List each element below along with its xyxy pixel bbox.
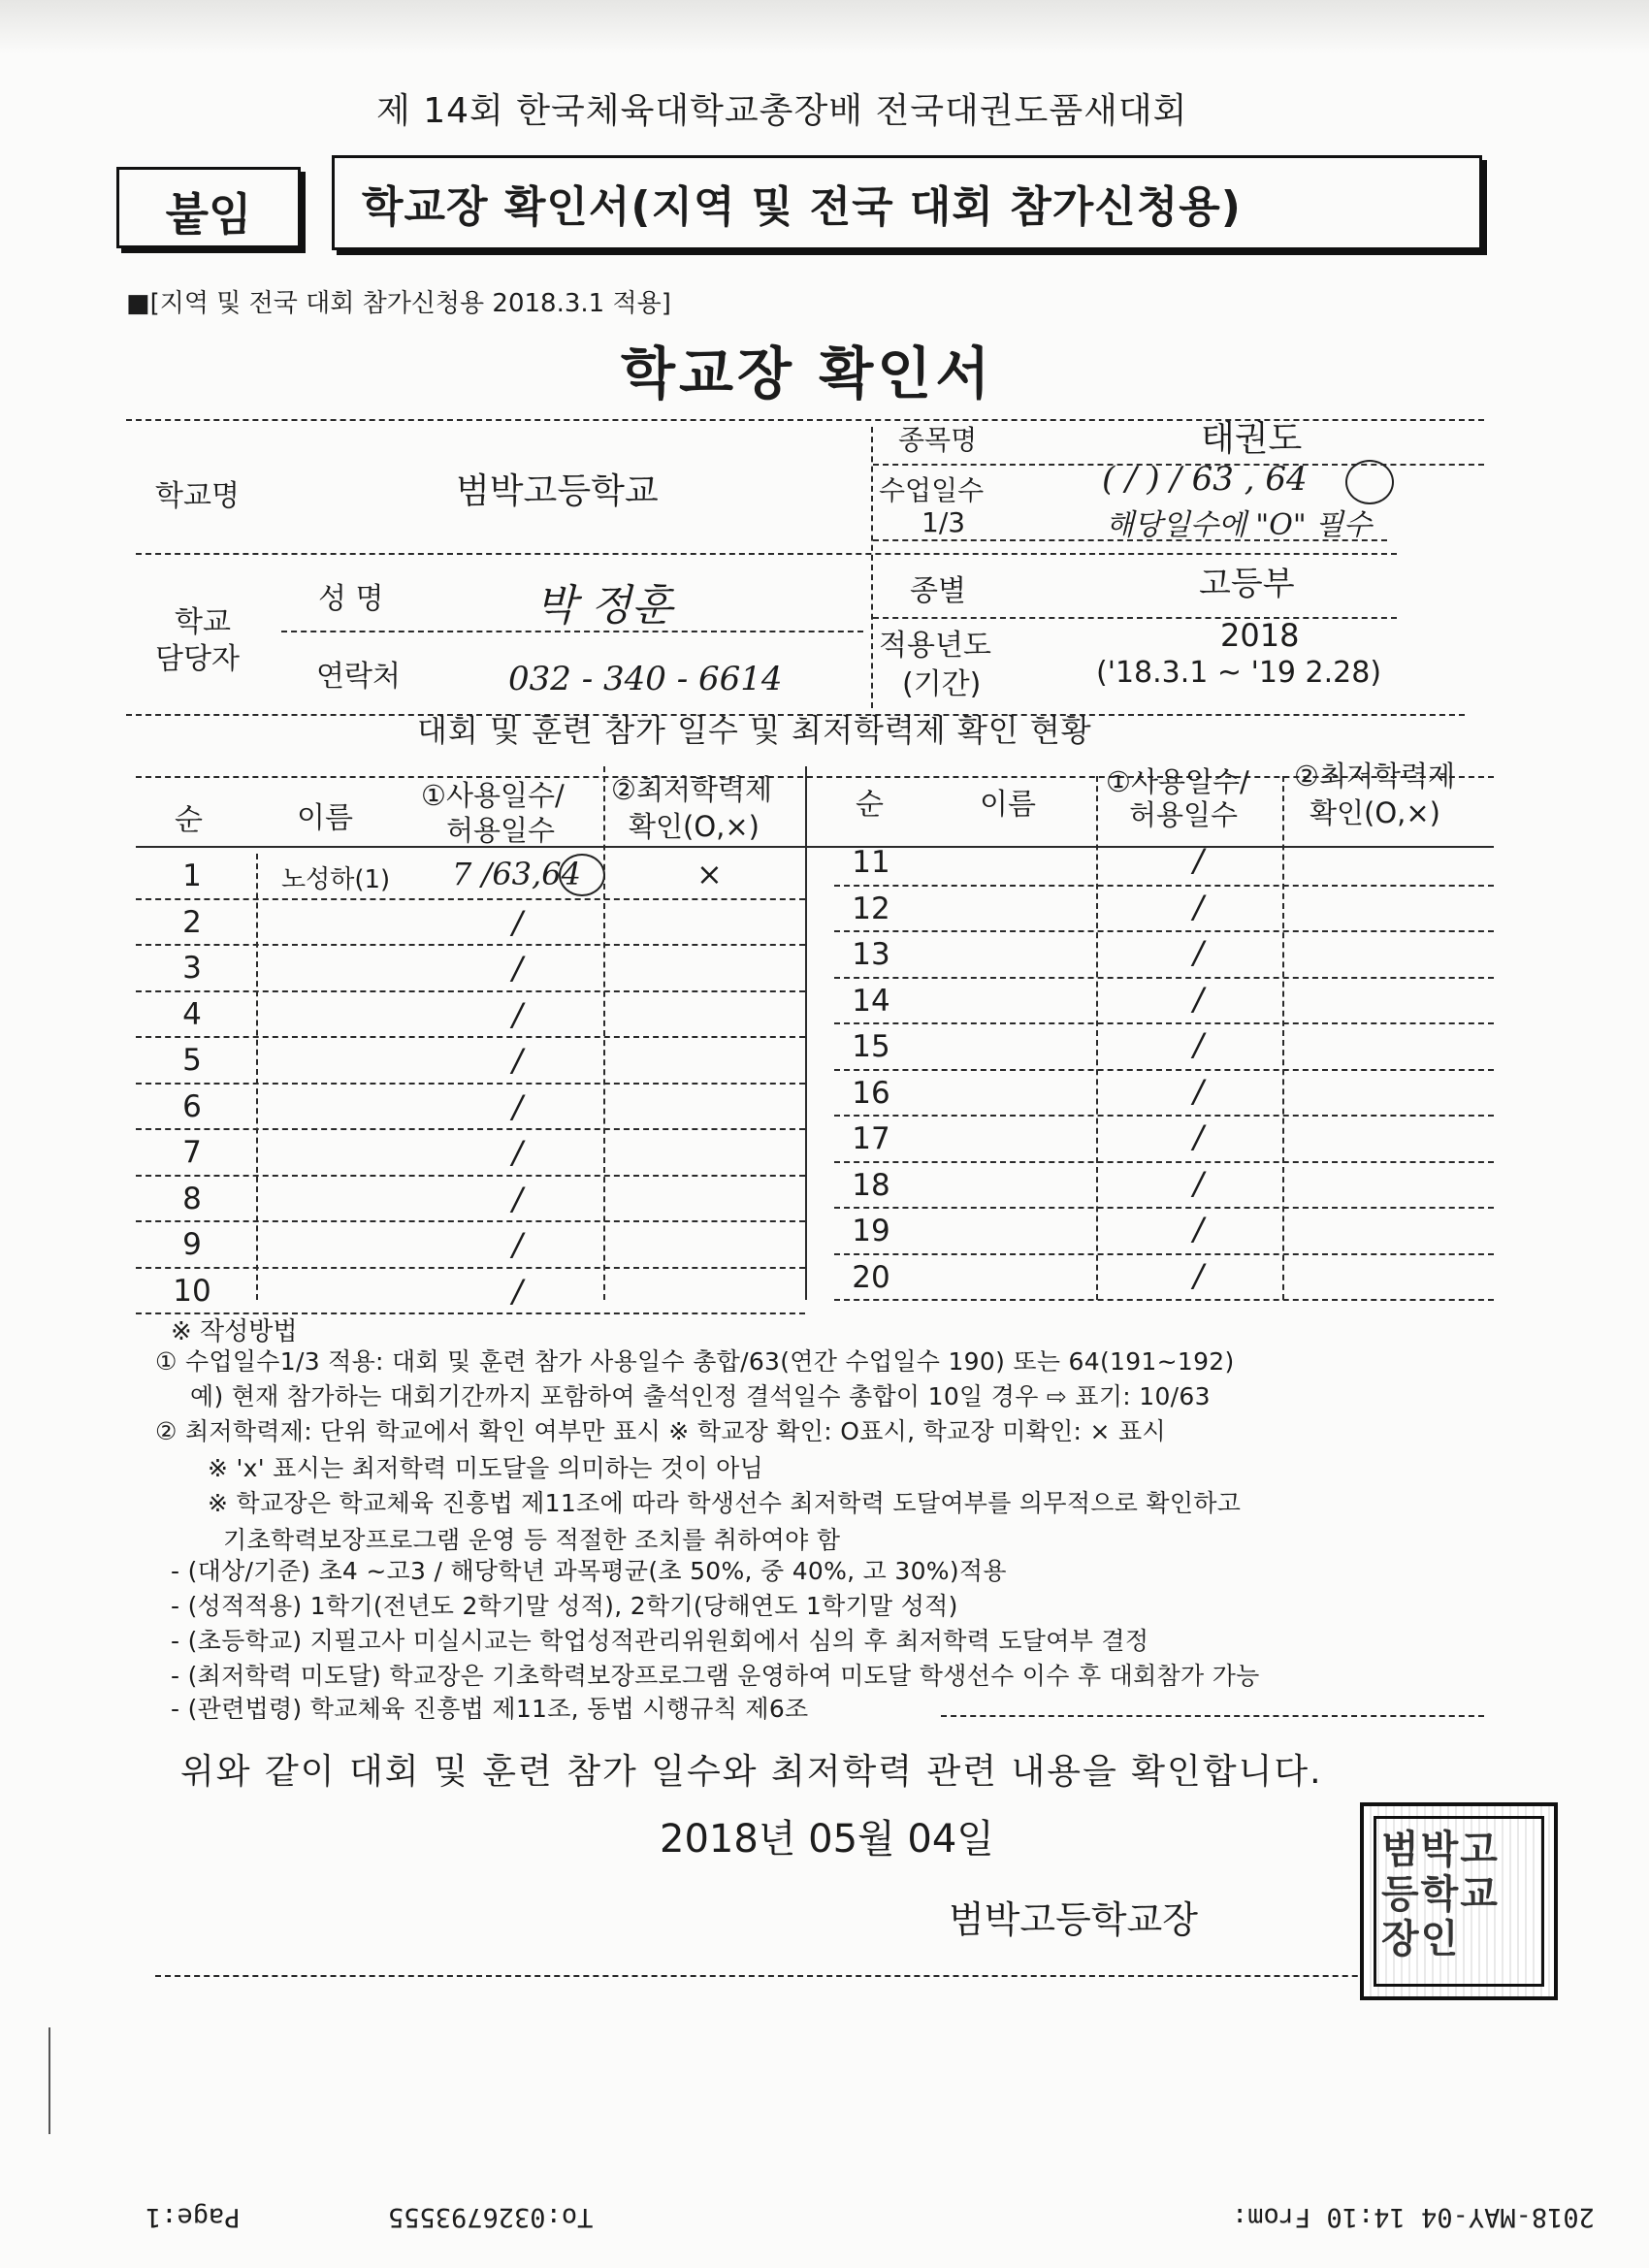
- row-rule: [834, 1207, 1494, 1209]
- instruction-line: - (성적적용) 1학기(전년도 2학기말 성적), 2학기(당해연도 1학기말 성적): [171, 1592, 958, 1620]
- notice-line: ■[지역 및 전국 대회 참가신청용 2018.3.1 적용]: [126, 289, 671, 318]
- row-rule: [834, 1253, 1494, 1255]
- division-value: 고등부: [1199, 565, 1295, 603]
- rule: [136, 553, 1397, 555]
- name-value: 박 정훈: [535, 581, 673, 631]
- rule: [1282, 776, 1284, 1300]
- row-rule: [834, 977, 1494, 979]
- rule: [1096, 776, 1098, 1300]
- row-number: 16: [852, 1075, 890, 1111]
- row-slash: /: [1193, 980, 1204, 1018]
- contact-label: 연락처: [316, 660, 401, 694]
- row-rule: [834, 1069, 1494, 1071]
- scan-edge: [0, 0, 1649, 54]
- row-rule: [834, 1022, 1494, 1024]
- rule: [871, 427, 873, 708]
- division-label: 종별: [910, 574, 966, 608]
- row-number: 17: [852, 1121, 890, 1156]
- row-slash: /: [512, 1272, 523, 1310]
- row-slash: /: [1193, 842, 1204, 879]
- rule: [941, 1715, 1484, 1717]
- rule: [136, 846, 1494, 848]
- class-days-label: 수업일수: [879, 474, 985, 506]
- row-number: 4: [182, 996, 202, 1032]
- header-days: ①사용일수/: [421, 779, 565, 812]
- row-slash: /: [1193, 1211, 1204, 1247]
- row-slash: /: [1193, 934, 1204, 971]
- attach-label-box: [116, 167, 301, 248]
- row-number: 20: [852, 1259, 890, 1295]
- class-days-circle: [1345, 460, 1394, 504]
- row-slash: /: [1193, 1256, 1204, 1294]
- header-name: 이름: [297, 801, 353, 835]
- school-seal: [1360, 1802, 1558, 2000]
- row-rule: [834, 1299, 1494, 1301]
- row-rule: [136, 1128, 805, 1130]
- row-rule: [136, 1083, 805, 1085]
- row-slash: /: [1193, 888, 1204, 925]
- row-slash: /: [512, 1180, 523, 1217]
- instruction-line: - (대상/기준) 초4 ~고3 / 해당학년 과목평균(초 50%, 중 40%, 고 30%)적용: [171, 1557, 1007, 1585]
- instruction-line: ※ 학교장은 학교체육 진흥법 제11조에 따라 학생선수 최저학력 도달여부를 의무적으로 확인하고: [208, 1489, 1242, 1517]
- row-rule: [136, 1220, 805, 1222]
- row-slash: /: [512, 950, 523, 987]
- row-rule: [136, 990, 805, 992]
- instruction-line: ① 수업일수1/3 적용: 대회 및 훈련 참가 사용일수 총합/63(연간 수업일수 190) 또는 64(191~192): [155, 1347, 1235, 1376]
- header-no: 순: [175, 803, 203, 837]
- rule: [873, 617, 1397, 619]
- header-title-box: [332, 155, 1482, 250]
- principal-name: 범박고등학교장: [949, 1898, 1198, 1941]
- confirm-sentence: 위와 같이 대회 및 훈련 참가 일수와 최저학력 관련 내용을 확인합니다.: [180, 1752, 1323, 1792]
- row-number: 5: [182, 1043, 202, 1078]
- row-number: 2: [182, 904, 202, 940]
- row-number: 7: [182, 1135, 202, 1170]
- attach-label: 붙임: [165, 188, 252, 241]
- period-value: ('18.3.1 ~ '19 2.28): [1096, 656, 1382, 690]
- row-number: 11: [852, 845, 890, 880]
- header-days: 허용일수: [446, 814, 556, 847]
- header-no: 순: [856, 788, 884, 822]
- row-rule: [136, 1175, 805, 1177]
- year-value: 2018: [1220, 617, 1300, 654]
- row-slash: /: [512, 903, 523, 941]
- manager-label: 담당자: [155, 642, 240, 676]
- school-value: 범박고등학교: [456, 471, 659, 511]
- competition-title: 제 14회 한국체육대학교총장배 전국대권도품새대회: [376, 91, 1188, 131]
- rule: [805, 766, 807, 1300]
- year-sub: (기간): [902, 667, 982, 701]
- instruction-line: 기초학력보장프로그램 운영 등 적절한 조치를 취하여야 함: [223, 1526, 841, 1554]
- row-number: 19: [852, 1214, 890, 1248]
- row-slash: /: [512, 1134, 523, 1171]
- margin-mark: [48, 2027, 50, 2134]
- signing-date: 2018년 05월 04일: [660, 1817, 994, 1862]
- row-slash: /: [1193, 1026, 1204, 1063]
- sport-label: 종목명: [898, 424, 978, 456]
- fax-to-text: To:0326793555: [388, 2202, 594, 2232]
- row-number: 12: [852, 891, 890, 926]
- instruction-line: - (관련법령) 학교체육 진흥법 제11조, 동법 시행규칙 제6조: [171, 1695, 809, 1723]
- school-label: 학교명: [155, 479, 240, 513]
- row-slash: /: [512, 1042, 523, 1079]
- instruction-line: 예) 현재 참가하는 대회기간까지 포함하여 출석인정 결석일수 총합이 10일 경우 ⇨ 표기: 10/63: [190, 1382, 1211, 1410]
- header-days: 허용일수: [1129, 798, 1239, 831]
- row-slash: /: [512, 1087, 523, 1125]
- header-title: 학교장 확인서(지역 및 전국 대회 참가신청용): [362, 182, 1242, 232]
- row-slash: /: [1193, 1072, 1204, 1110]
- fax-page-text: Page:1: [146, 2202, 241, 2232]
- class-days-value: ( / ) / 63 , 64: [1102, 460, 1308, 499]
- row-rule: [834, 1115, 1494, 1117]
- instruction-line: ② 최저학력제: 단위 학교에서 확인 여부만 표시 ※ 학교장 확인: O표시, 학교장 미확인: × 표시: [155, 1417, 1166, 1445]
- row-number: 8: [182, 1181, 202, 1216]
- row-number: 13: [852, 937, 890, 972]
- rule: [136, 776, 1494, 778]
- check-mark: ×: [696, 856, 723, 892]
- instruction-line: - (초등학교) 지필고사 미실시교는 학업성적관리위원회에서 심의 후 최저학력 도달여부 결정: [171, 1627, 1149, 1655]
- row-rule: [834, 1161, 1494, 1163]
- row-slash: /: [1193, 1164, 1204, 1202]
- rule: [155, 1975, 1436, 1977]
- row-number: 1: [182, 859, 202, 893]
- row-slash: /: [512, 1226, 523, 1263]
- header-min: ②최저학력제: [611, 773, 773, 806]
- instruction-line: - (최저학력 미도달) 학교장은 기초학력보장프로그램 운영하여 미도달 학생선수 이수 후 대회참가 가능: [171, 1662, 1260, 1690]
- row-rule: [136, 1267, 805, 1269]
- year-label: 적용년도: [879, 629, 991, 663]
- days-circle: [559, 854, 605, 896]
- row-number: 10: [173, 1273, 211, 1309]
- row-slash: /: [512, 995, 523, 1033]
- class-days-sub: 1/3: [922, 506, 966, 538]
- instructions-heading: ※ 작성방법: [171, 1317, 298, 1346]
- row-number: 6: [182, 1088, 202, 1124]
- row-number: 18: [852, 1167, 890, 1203]
- main-title: 학교장 확인서: [621, 340, 994, 406]
- row-rule: [136, 898, 805, 900]
- rule: [256, 854, 258, 1300]
- name-label: 성 명: [318, 582, 384, 616]
- header-min: ②최저학력제: [1294, 760, 1456, 793]
- student-name: 노성하(1): [281, 865, 391, 894]
- header-min: 확인(O,×): [1310, 796, 1440, 829]
- header-name: 이름: [980, 788, 1036, 822]
- seal-text: 범박고등학교장인: [1381, 1827, 1500, 1961]
- fax-from-text: 2018-MAY-04 14:10 From:: [1232, 2202, 1595, 2232]
- header-days: ①사용일수/: [1106, 765, 1249, 798]
- header-min: 확인(O,×): [629, 810, 760, 843]
- manager-label: 학교: [175, 605, 231, 639]
- days-value: 7 /63,64: [452, 856, 581, 892]
- row-slash: /: [1193, 1118, 1204, 1155]
- row-rule: [136, 1036, 805, 1038]
- row-number: 14: [852, 983, 890, 1019]
- row-rule: [834, 885, 1494, 887]
- row-number: 15: [852, 1029, 890, 1064]
- row-number: 3: [182, 951, 202, 986]
- row-rule: [136, 944, 805, 946]
- section-title: 대회 및 훈련 참가 일수 및 최저학력제 확인 현황: [417, 712, 1092, 749]
- class-days-note: 해당일수에 "O" 필수: [1106, 508, 1373, 542]
- instruction-line: ※ 'x' 표시는 최저학력 미도달을 의미하는 것이 아님: [208, 1454, 763, 1482]
- contact-value: 032 - 340 - 6614: [508, 660, 783, 698]
- row-number: 9: [182, 1227, 202, 1262]
- sport-value: 태권도: [1201, 419, 1303, 459]
- row-rule: [834, 930, 1494, 932]
